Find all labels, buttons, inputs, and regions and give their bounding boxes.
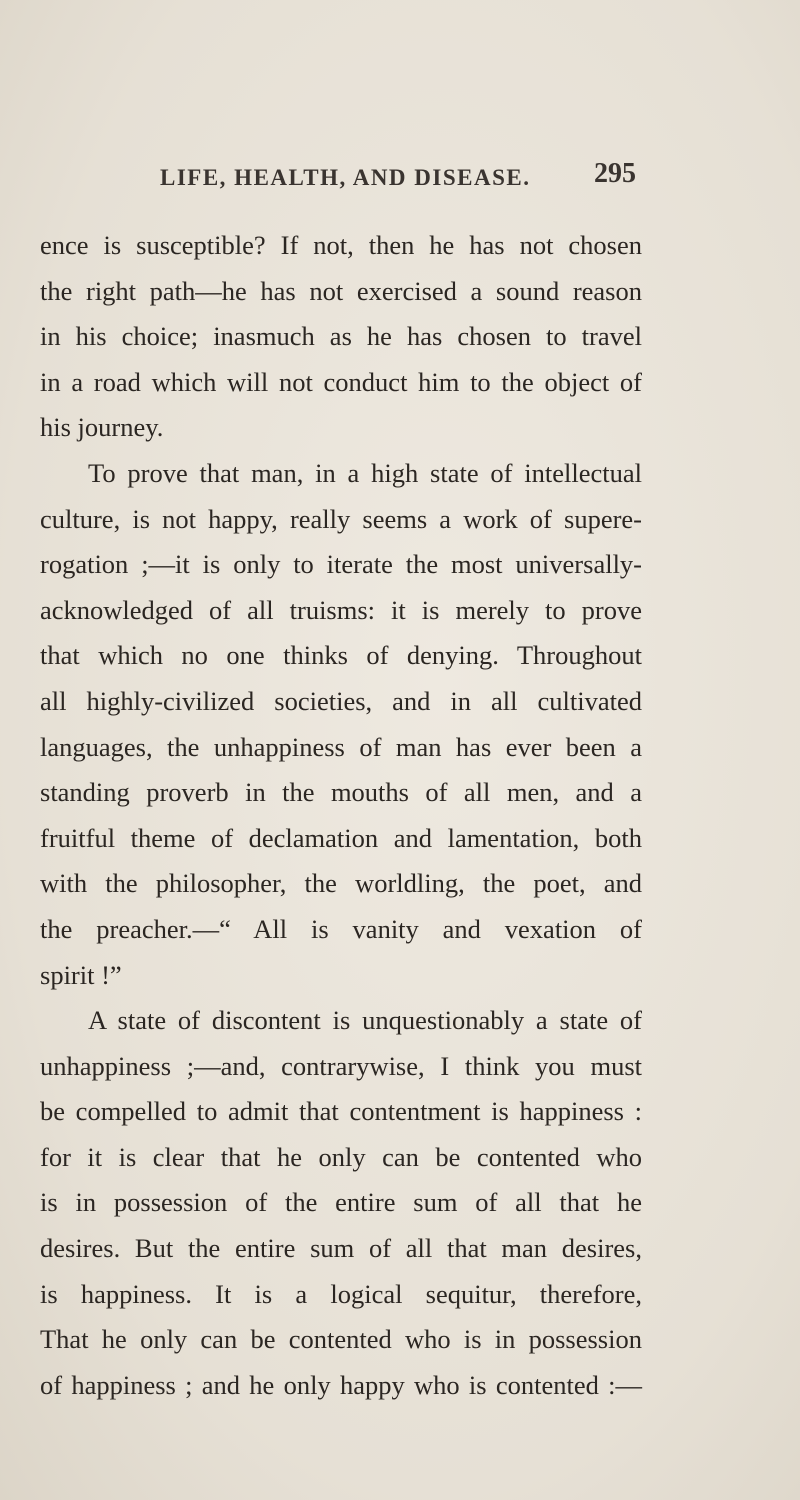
body-text: [40, 223, 642, 1408]
text-line: languages, the unhappiness of man has ever been a: [40, 731, 642, 762]
text-line: acknowledged of all truisms: it is merely to prove: [40, 594, 642, 625]
text-line: all highly-civilized societies, and in all cultivated: [40, 685, 642, 716]
text-line: is happiness. It is a logical sequitur, therefore,: [40, 1278, 642, 1309]
text-line: be compelled to admit that contentment is happiness :: [40, 1096, 642, 1127]
text-line: is in possession of the entire sum of all that he: [40, 1187, 642, 1218]
text-line: standing proverb in the mouths of all men, and a: [40, 777, 642, 808]
text-line: for it is clear that he only can be contented who: [40, 1141, 642, 1172]
text-line: ence is susceptible? If not, then he has not chosen: [40, 230, 642, 260]
page-number: 295: [594, 158, 636, 189]
text-line: that which no one thinks of denying. Throughout: [40, 640, 642, 671]
text-line: of happiness ; and he only happy who is contented :—: [40, 1369, 642, 1400]
running-head: LIFE, HEALTH, AND DISEASE.: [160, 165, 531, 190]
text-line: rogation ;—it is only to iterate the most universally-: [40, 549, 642, 580]
text-line: spirit !”: [40, 959, 122, 990]
text-line: unhappiness ;—and, contrarywise, I think you must: [40, 1050, 642, 1081]
text-line: his journey.: [40, 412, 164, 443]
text-line: To prove that man, in a high state of intellectual: [88, 457, 642, 488]
text-line: the preacher.—“ All is vanity and vexation of: [40, 913, 642, 944]
text-line: culture, is not happy, really seems a work of supere-: [40, 503, 642, 534]
text-line: That he only can be contented who is in possession: [40, 1324, 642, 1355]
text-line: the right path—he has not exercised a sound reason: [40, 275, 642, 306]
text-line: with the philosopher, the worldling, the poet, and: [40, 868, 642, 899]
text-line: desires. But the entire sum of all that man desires,: [40, 1233, 642, 1264]
text-line: fruitful theme of declamation and lamentation, both: [40, 822, 642, 853]
text-line: A state of discontent is unquestionably a state of: [88, 1005, 642, 1036]
text-line: in a road which will not conduct him to the object of: [40, 366, 642, 397]
text-line: in his choice; inasmuch as he has chosen to travel: [40, 321, 642, 352]
